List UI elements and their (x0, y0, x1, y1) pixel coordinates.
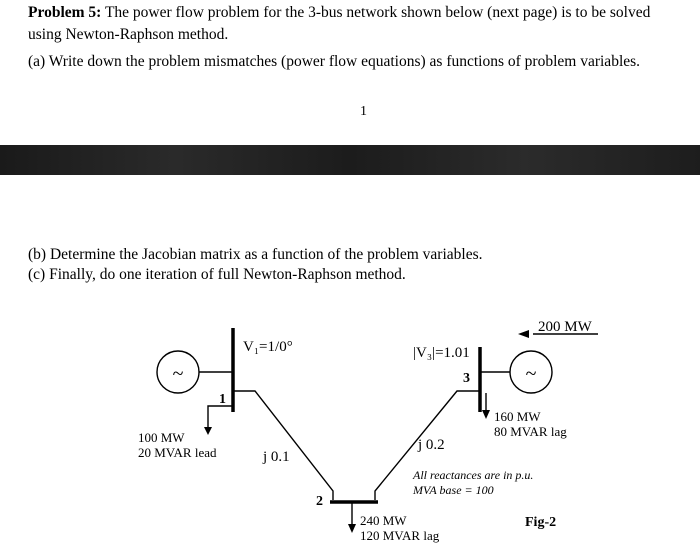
part-c: (c) Finally, do one iteration of full Newton-Raphson method. (28, 266, 406, 283)
generator-3-output: 200 MW (538, 319, 592, 335)
bus-1-load-mw: 100 MW (138, 430, 185, 445)
bus-2-load-mvar: 120 MVAR lag (360, 528, 440, 543)
line-1-2-reactance: j 0.1 (263, 449, 290, 465)
line-1-2 (233, 391, 333, 500)
bus-3-load-mvar: 80 MVAR lag (494, 424, 567, 439)
bus-2-load-arrowhead (348, 524, 356, 533)
bus-1-voltage: V₁=1/0° (243, 339, 293, 355)
page-number: 1 (360, 104, 367, 119)
bus-3-voltage: |V₃|=1.01 (413, 345, 470, 361)
bus-1-label: 1 (219, 392, 226, 407)
bus-3-load-mw: 160 MW (494, 409, 541, 424)
generator-1-symbol: ~ (172, 363, 184, 385)
bus-1-load-mvar: 20 MVAR lead (138, 445, 217, 460)
problem-intro: The power flow problem for the 3-bus network shown below (next page) is to be solved (104, 4, 651, 21)
problem-label: Problem 5: (28, 4, 102, 21)
note-mva-base: MVA base = 100 (413, 483, 494, 497)
bus-2-label: 2 (316, 494, 323, 509)
part-a: (a) Write down the problem mismatches (power flow equations) as functions of problem variables. (28, 53, 641, 70)
bus-1-load-arrowhead (204, 427, 212, 435)
bus-2-load-mw: 240 MW (360, 513, 407, 528)
part-b: (b) Determine the Jacobian matrix as a function of the problem variables. (28, 246, 483, 263)
problem-line-2: using Newton-Raphson method. (28, 26, 229, 43)
generator-3-output-arrow (518, 330, 529, 338)
line-2-3-reactance: j 0.2 (418, 437, 445, 453)
figure-label: Fig-2 (525, 515, 557, 530)
bus-3-load-arrowhead (482, 410, 490, 419)
note-reactances: All reactances are in p.u. (413, 468, 534, 482)
generator-3-symbol: ~ (525, 363, 537, 385)
bus-3-label: 3 (463, 371, 470, 386)
